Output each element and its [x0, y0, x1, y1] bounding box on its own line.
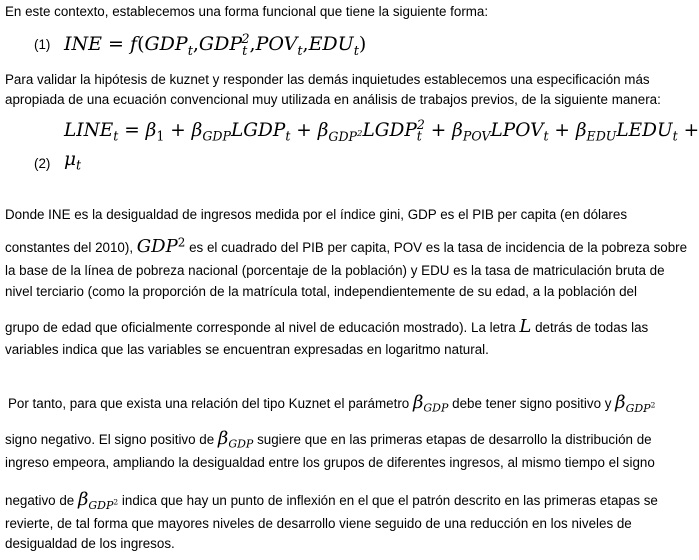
paragraph-4-line-2: signo negativo. El signo positivo de $\beta_{GDP}$ sugiere que en las primeras etapas de desarrollo la distribución de [5, 428, 652, 451]
paragraph-3-line-4: nivel terciario (como la proporción de la matrícula total, independientemente de su edad, a la población del [5, 284, 637, 299]
equation-1-number: (1) [34, 37, 51, 52]
equation-2-number: (2) [34, 156, 51, 171]
paragraph-4-line-1: Por tanto, para que exista una relación del tipo Kuznet el parámetro $\beta_{GDP}$ debe tener signo positivo y $\beta_{GDP^2}$ [8, 392, 656, 415]
paragraph-3-line-1: Donde INE es la desigualdad de ingresos medida por el índice gini, GDP es el PIB per capita (en dólares [5, 207, 628, 222]
equation-2: $LINE_t = \beta_1$ + $\beta_{GDP}LGDP_t$ + $\beta_{GDP^2}LGDP_t^2$ + $\beta_{POV}LPOV_t$ + $\beta_{EDU}LEDU_t$ + [64, 116, 699, 144]
paragraph-4-line-5: revierte, de tal forma que mayores niveles de desarrollo viene seguido de una reducción en los niveles de [5, 516, 632, 531]
paragraph-3-line-2: constantes del 2010), GDP$^2$ es el cuadrado del PIB per capita, POV es la tasa de incidencia de la pobreza sobre [5, 235, 688, 257]
paragraph-4-line-6: desigualdad de los ingresos. [5, 536, 175, 551]
paragraph-3-line-5: grupo de edad que oficialmente corresponde al nivel de educación mostrado). La letra L detrás de todas las [5, 316, 649, 337]
equation-2-error-term: $\mu_t$ [64, 149, 82, 173]
paragraph-2-line-2: apropiada de una ecuación convencional muy utilizada en análisis de trabajos previos, de la siguiente manera: [5, 92, 661, 107]
paragraph-3-line-3: la base de la línea de pobreza nacional (porcentaje de la población) y EDU es la tasa de matriculación bruta de [5, 263, 665, 278]
paragraph-4-line-3: ingreso empeora, ampliando la desigualdad entre los grupos de diferentes ingresos, al mismo tiempo el signo [5, 455, 655, 470]
paragraph-2-line-1: Para validar la hipótesis de kuznet y responder las demás inquietudes establecemos una especificación más [5, 72, 650, 87]
paragraph-4-line-4: negativo de $\beta_{GDP^2}$ indica que hay un punto de inflexión en el que el patrón descrito en las primeras etapas se [5, 489, 658, 512]
intro-text: En este contexto, establecemos una forma funcional que tiene la siguiente forma: [5, 4, 489, 19]
paragraph-3-line-6: variables indica que las variables se encuentran expresadas en logaritmo natural. [5, 342, 489, 357]
equation-1: INE = $f(GDP_t,GDP_t^2,POV_t,EDU_t)$ [64, 31, 367, 59]
